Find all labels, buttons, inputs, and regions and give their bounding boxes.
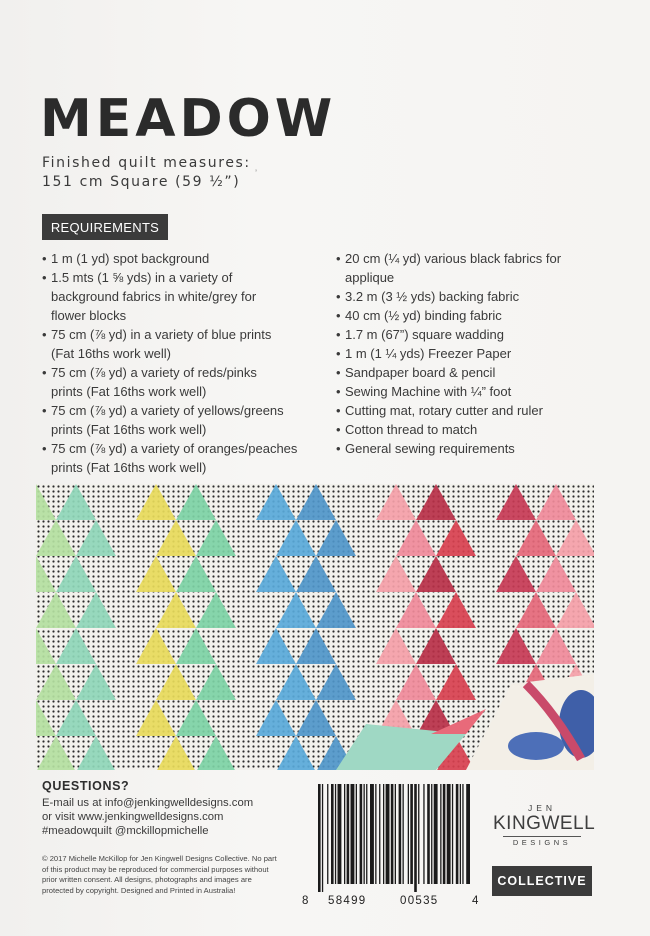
requirements-list-right	[336, 249, 616, 458]
requirements-heading: REQUIREMENTS	[42, 214, 168, 240]
barcode-bar	[322, 784, 323, 892]
collective-badge: COLLECTIVE	[492, 866, 592, 896]
pattern-title: MEADOW	[40, 89, 337, 149]
barcode-bar	[344, 784, 345, 884]
barcode-digit-first: 8	[302, 895, 310, 907]
barcode-bar	[356, 784, 357, 884]
requirement-item: • 75 cm (⅞ yd) a variety of oranges/peaches prints (Fat 16ths work well)	[42, 439, 327, 477]
barcode-bar	[386, 784, 390, 884]
barcode-bar	[443, 784, 446, 884]
barcode-bar	[462, 784, 463, 884]
measures-line-1: Finished quilt measures:	[42, 155, 251, 171]
brand-logo-sub: DESIGNS	[503, 836, 581, 848]
barcode-bar	[335, 784, 336, 884]
requirement-item: • 75 cm (⅞ yd) a variety of reds/pinks prints (Fat 16ths work well)	[42, 363, 327, 401]
requirement-item: • Sewing Machine with ¼” foot	[336, 382, 616, 401]
quilt-photo-art	[36, 484, 594, 770]
quilt-photo	[36, 484, 594, 770]
barcode-digits-right: 00535	[400, 895, 439, 907]
requirement-item: • 1.7 m (67”) square wadding	[336, 325, 616, 344]
measures-line-2: 151 cm Square (59 ½”)	[42, 174, 241, 190]
barcode-bar	[360, 784, 363, 884]
finished-measures	[42, 154, 251, 192]
barcode-bar	[395, 784, 396, 884]
requirement-item: • General sewing requirements	[336, 439, 616, 458]
requirement-item: • 1 m (1 yd) spot background	[42, 249, 327, 268]
barcode-bar	[351, 784, 355, 884]
barcode-bar	[399, 784, 402, 884]
barcode-bar	[318, 784, 321, 892]
requirement-item: • Cotton thread to match	[336, 420, 616, 439]
social-handles: #meadowquilt @mckillopmichelle	[42, 825, 209, 837]
barcode-bar	[347, 784, 350, 884]
requirement-item: • 75 cm (⅞ yd) a variety of yellows/greens prints (Fat 16ths work well)	[42, 401, 327, 439]
contact-info	[42, 796, 253, 838]
email-link[interactable]: E-mail us at info@jenkingwelldesigns.com	[42, 797, 254, 809]
barcode-bar	[423, 784, 424, 884]
requirements-list-left	[42, 249, 327, 477]
barcode-bar	[379, 784, 380, 884]
barcode-bar	[366, 784, 367, 884]
barcode-bar	[440, 784, 441, 884]
barcode-bar	[434, 784, 438, 884]
barcode-digits-left: 58499	[328, 895, 367, 907]
requirement-item: • Sandpaper board & pencil	[336, 363, 616, 382]
barcode-bar	[427, 784, 430, 884]
brand-logo	[493, 803, 596, 848]
barcode-bar	[452, 784, 453, 884]
requirement-item: • 1.5 mts (1 ⅝ yds) in a variety of background fabrics in white/grey for flower blocks	[42, 268, 327, 325]
barcode-bar	[370, 784, 374, 884]
barcode	[302, 784, 480, 912]
barcode-bar	[431, 784, 432, 884]
barcode-bar	[391, 784, 394, 884]
brand-logo-main: KINGWELL	[493, 813, 596, 834]
barcode-bar	[383, 784, 384, 884]
requirement-item: • 40 cm (½ yd) binding fabric	[336, 306, 616, 325]
website-link[interactable]: or visit www.jenkingwelldesigns.com	[42, 811, 224, 823]
requirement-item: • 1 m (1 ¼ yds) Freezer Paper	[336, 344, 616, 363]
stray-mark: ’	[255, 168, 257, 178]
barcode-bar	[460, 784, 461, 884]
requirement-item: • 75 cm (⅞ yd) in a variety of blue prints (Fat 16ths work well)	[42, 325, 327, 363]
barcode-bar	[408, 784, 409, 884]
brand-logo-top: JEN	[527, 803, 557, 813]
barcode-bar	[375, 784, 376, 884]
barcode-bars	[316, 784, 470, 892]
barcode-bar	[364, 784, 365, 884]
barcode-digit-last: 4	[472, 895, 480, 907]
barcode-bar	[338, 784, 342, 884]
requirement-item: • Cutting mat, rotary cutter and ruler	[336, 401, 616, 420]
barcode-bar	[331, 784, 334, 884]
barcode-bar	[410, 784, 413, 884]
copyright-notice: © 2017 Michelle McKillop for Jen Kingwell Designs Collective. No part of this product may be reproduced for commercial purposes without prior written consent. All designs, photographs and images are protected by copyright. Designed and Printed in Australia!	[42, 854, 277, 895]
barcode-bar	[414, 784, 417, 892]
barcode-bar	[403, 784, 404, 884]
requirement-item: • 20 cm (¼ yd) various black fabrics for applique	[336, 249, 616, 287]
questions-heading: QUESTIONS?	[42, 779, 130, 793]
barcode-bar	[447, 784, 451, 884]
barcode-bar	[466, 784, 470, 884]
barcode-bar	[456, 784, 459, 884]
barcode-bar	[327, 784, 328, 884]
barcode-bar	[418, 784, 419, 884]
requirement-item: • 3.2 m (3 ½ yds) backing fabric	[336, 287, 616, 306]
